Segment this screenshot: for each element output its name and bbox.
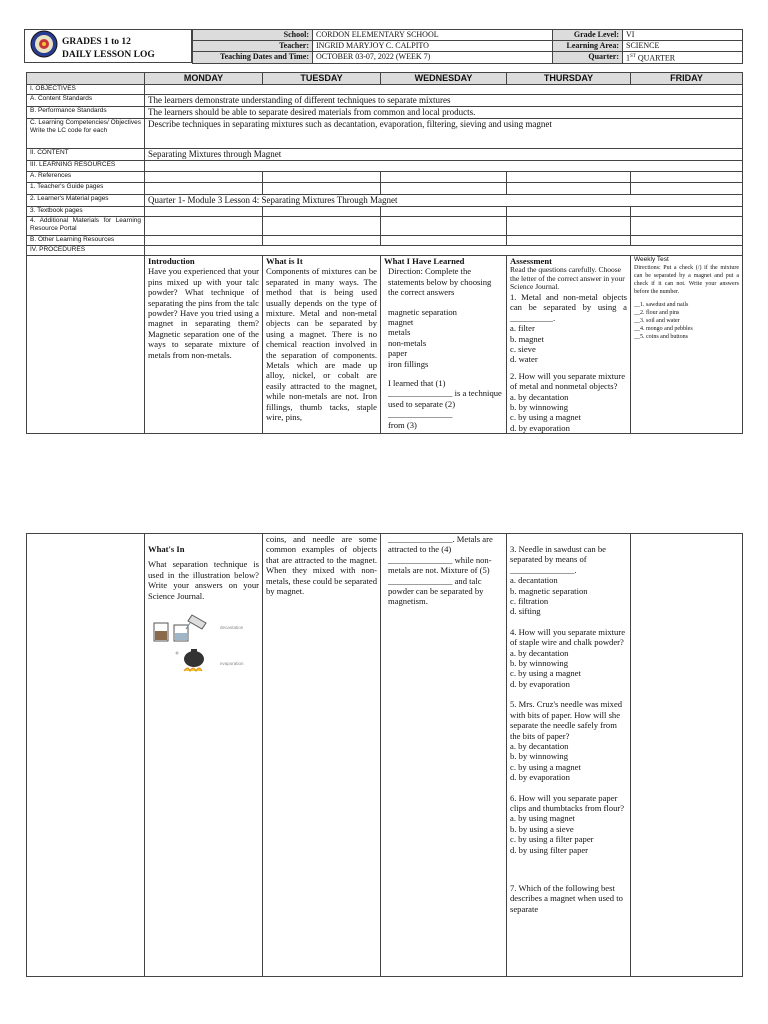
- objectives-label: I. OBJECTIVES: [27, 85, 145, 95]
- thursday-q5-opt-a: a. by decantation: [510, 740, 569, 751]
- resources-label: III. LEARNING RESOURCES: [27, 161, 145, 172]
- thursday-q3-opt-d: d. sifting: [510, 606, 541, 617]
- tuesday-text2: coins, and needle are some common examples of objects that are attracted to the magnet. When they mixed with non-metals, these could be separated by magnet.: [266, 534, 377, 597]
- thursday-q1-opt-d: d. water: [510, 354, 538, 365]
- other-resources-label: B. Other Learning Resources: [27, 236, 145, 246]
- dates-label: Teaching Dates and Time:: [193, 52, 313, 64]
- monday-text2: What separation technique is used in the illustration below? Write your answers on your Science Journal.: [148, 559, 259, 601]
- thursday-q4: 4. How will you separate mixture of staple wire and chalk powder?: [510, 626, 626, 648]
- area-label: Learning Area:: [553, 41, 623, 52]
- wednesday-choice-6: iron fillings: [388, 358, 429, 369]
- thursday-q6: 6. How will you separate paper clips and thumbtacks from flour?: [510, 792, 625, 813]
- thursday-q5-opt-b: b. by winnowing: [510, 751, 569, 762]
- wednesday-procedure: [381, 256, 507, 434]
- thursday-q4-opt-a: a. by decantation: [510, 647, 569, 658]
- thursday-q4-opt-d: d. by evaporation: [510, 678, 570, 689]
- grade-value: VI: [623, 30, 743, 41]
- tg-label: 1. Teacher's Guide pages: [27, 183, 145, 195]
- form-title-line1: GRADES 1 to 12: [62, 37, 131, 47]
- additional-materials-label: 4. Additional Materials for Learning Resource Portal: [27, 217, 145, 236]
- thursday-q2-opt-b: b. by winnowing: [510, 401, 569, 412]
- wednesday-direction: Direction: Complete the statements below by choosing the correct answers: [388, 266, 492, 298]
- wednesday-choice-4: non-metals: [388, 337, 427, 348]
- tuesday-procedure-continued: [263, 534, 381, 977]
- wednesday-text-c: from (3): [388, 419, 417, 430]
- thursday-q5-opt-d: d. by evaporation: [510, 772, 570, 783]
- thursday-q2-opt-d: d. by evaporation: [510, 422, 570, 433]
- thursday-procedure: [507, 256, 631, 434]
- lesson-log-table-page1: [26, 72, 743, 434]
- day-monday: MONDAY: [145, 73, 263, 85]
- wednesday-heading: What I Have Learned: [384, 256, 465, 266]
- lm-value: Quarter 1- Module 3 Lesson 4: Separating Mixtures Through Magnet: [145, 195, 743, 207]
- performance-standards-value: The learners should be able to separate desired materials from common and local products.: [145, 107, 743, 119]
- evaporation-illustration: [174, 647, 214, 677]
- content-label: II. CONTENT: [27, 149, 145, 161]
- area-value: SCIENCE: [623, 41, 743, 52]
- tuesday-heading: What is It: [266, 256, 303, 266]
- thursday-q6-opt-b: b. by using a sieve: [510, 823, 574, 834]
- quarter-value: 1ST QUARTER: [623, 52, 743, 64]
- competencies-label: C. Learning Competencies/ Objectives Write the LC code for each: [27, 119, 145, 149]
- friday-item-3: __3. soil and water: [634, 318, 680, 324]
- thursday-q5: 5. Mrs. Cruz's needle was mixed with bits of paper. How will she separate the needle safely from the bits of paper?: [510, 699, 623, 741]
- grade-label: Grade Level:: [553, 30, 623, 41]
- form-title: [24, 29, 192, 63]
- evaporation-caption: evaporation: [220, 661, 244, 667]
- thursday-direction: Read the questions carefully. Choose the letter of the correct answer in your Science Journal.: [510, 265, 625, 292]
- competencies-value: Describe techniques in separating mixtures such as decantation, evaporation, filtering, sieving and using magnet: [145, 119, 743, 149]
- thursday-q3-opt-b: b. magnetic separation: [510, 585, 588, 596]
- textbook-label: 3. Textbook pages: [27, 207, 145, 217]
- decantation-illustration: [152, 613, 222, 643]
- thursday-q1-opt-c: c. sieve: [510, 343, 536, 354]
- thursday-q1: 1. Metal and non-metal objects can be separated by using a __________.: [510, 291, 627, 323]
- content-standards-value: The learners demonstrate understanding of different techniques to separate mixtures: [145, 95, 743, 107]
- thursday-q7: 7. Which of the following best describes a magnet when used to separate: [510, 882, 623, 914]
- quarter-label: Quarter:: [553, 52, 623, 64]
- monday-procedure-continued: [145, 534, 263, 977]
- thursday-q1-opt-a: a. filter: [510, 323, 535, 334]
- thursday-heading: Assessment: [510, 256, 553, 266]
- dates-value: OCTOBER 03-07, 2022 (WEEK 7): [313, 52, 553, 64]
- thursday-q6-opt-d: d. by using filter paper: [510, 844, 589, 855]
- separation-illustration: [148, 609, 259, 679]
- day-thursday: THURSDAY: [507, 73, 631, 85]
- decantation-caption: decantation: [220, 625, 244, 631]
- corner-cell: [27, 73, 145, 85]
- friday-item-2: __2. flour and pins: [634, 310, 680, 316]
- thursday-q2: 2. How will you separate mixture of metal and nonmetal objects?: [510, 370, 626, 392]
- friday-item-4: __4. mongo and pebbles: [634, 326, 693, 332]
- thursday-q4-opt-c: c. by using a magnet: [510, 668, 581, 679]
- thursday-q5-opt-c: c. by using a magnet: [510, 761, 581, 772]
- teacher-value: INGRID MARYJOY C. CALPITO: [313, 41, 553, 52]
- day-tuesday: TUESDAY: [263, 73, 381, 85]
- procedures-label: IV. PROCEDURES: [27, 246, 145, 256]
- thursday-q6-opt-a: a. by using magnet: [510, 813, 575, 824]
- thursday-q2-opt-c: c. by using a magnet: [510, 412, 581, 423]
- references-label: A. References: [27, 172, 145, 183]
- wednesday-procedure-continued: [381, 534, 507, 977]
- thursday-q3-opt-c: c. filtration: [510, 596, 549, 607]
- content-value: Separating Mixtures through Magnet: [145, 149, 743, 161]
- thursday-q3-opt-a: a. decantation: [510, 575, 558, 586]
- wednesday-text2: _______________. Metals are attracted to the (4) _______________ while non-metals are not. Mixture of (5) _______________ and talc powder can be separated by magnetism.: [388, 534, 493, 607]
- teacher-label: Teacher:: [193, 41, 313, 52]
- thursday-q2-opt-a: a. by decantation: [510, 391, 569, 402]
- friday-item-1: __1. sawdust and nails: [634, 302, 689, 308]
- day-friday: FRIDAY: [631, 73, 743, 85]
- monday-heading2: What's In: [148, 544, 185, 554]
- header-info-table: [192, 29, 743, 64]
- lm-label: 2. Learner's Material pages: [27, 195, 145, 207]
- thursday-procedure-continued: [507, 534, 631, 977]
- day-wednesday: WEDNESDAY: [381, 73, 507, 85]
- friday-procedure: [631, 256, 743, 434]
- wednesday-choice-1: magnetic separation: [388, 306, 457, 317]
- monday-text: Have you experienced that your pins mixed up with your talc powder? What technique of separating the pins from the talc powder? Have you tried using a magnet in separating them? Magnetic separation one of the ways to separate mixture of metals from non-metals.: [148, 266, 259, 360]
- school-value: CORDON ELEMENTARY SCHOOL: [313, 30, 553, 41]
- monday-procedure: [145, 256, 263, 434]
- form-title-line2: DAILY LESSON LOG: [62, 50, 155, 60]
- performance-standards-label: B. Performance Standards: [27, 107, 145, 119]
- lesson-log-table-page2: [26, 533, 743, 977]
- tuesday-text: Components of mixtures can be separated in many ways. The method that is being used usually depends on the type of mixture. Metal and non-metal objects can be separated by using a magnet. There is no chemical reaction involved in the separation of components. Metals which are made up alloy, nickel, or cobalt are easily attracted to the magnet, while non-metals are not. Iron fillings, thumb tacks, staple wire, pins,: [266, 266, 377, 423]
- content-standards-label: A. Content Standards: [27, 95, 145, 107]
- monday-heading: Introduction: [148, 256, 195, 266]
- friday-label: Weekly Test: [634, 256, 669, 263]
- thursday-q4-opt-b: b. by winnowing: [510, 658, 569, 669]
- wednesday-choice-3: metals: [388, 327, 411, 338]
- friday-direction: Directions: Put a check (/) if the mixture can be separated by a magnet and put a check if it can not. Write your answers before the number.: [634, 265, 739, 295]
- thursday-q6-opt-c: c. by using a filter paper: [510, 834, 594, 845]
- wednesday-text-a: I learned that (1): [388, 378, 446, 389]
- friday-item-5: __5. coins and buttons: [634, 334, 688, 340]
- wednesday-choice-2: magnet: [388, 317, 414, 328]
- thursday-q1-opt-b: b. magnet: [510, 333, 544, 344]
- wednesday-text-b: _______________ is a technique used to separate (2) _______________: [388, 388, 502, 420]
- wednesday-choice-5: paper: [388, 348, 408, 359]
- thursday-q3: 3. Needle in sawdust can be separated by means of _______________.: [510, 544, 606, 575]
- school-label: School:: [193, 30, 313, 41]
- tuesday-procedure: [263, 256, 381, 434]
